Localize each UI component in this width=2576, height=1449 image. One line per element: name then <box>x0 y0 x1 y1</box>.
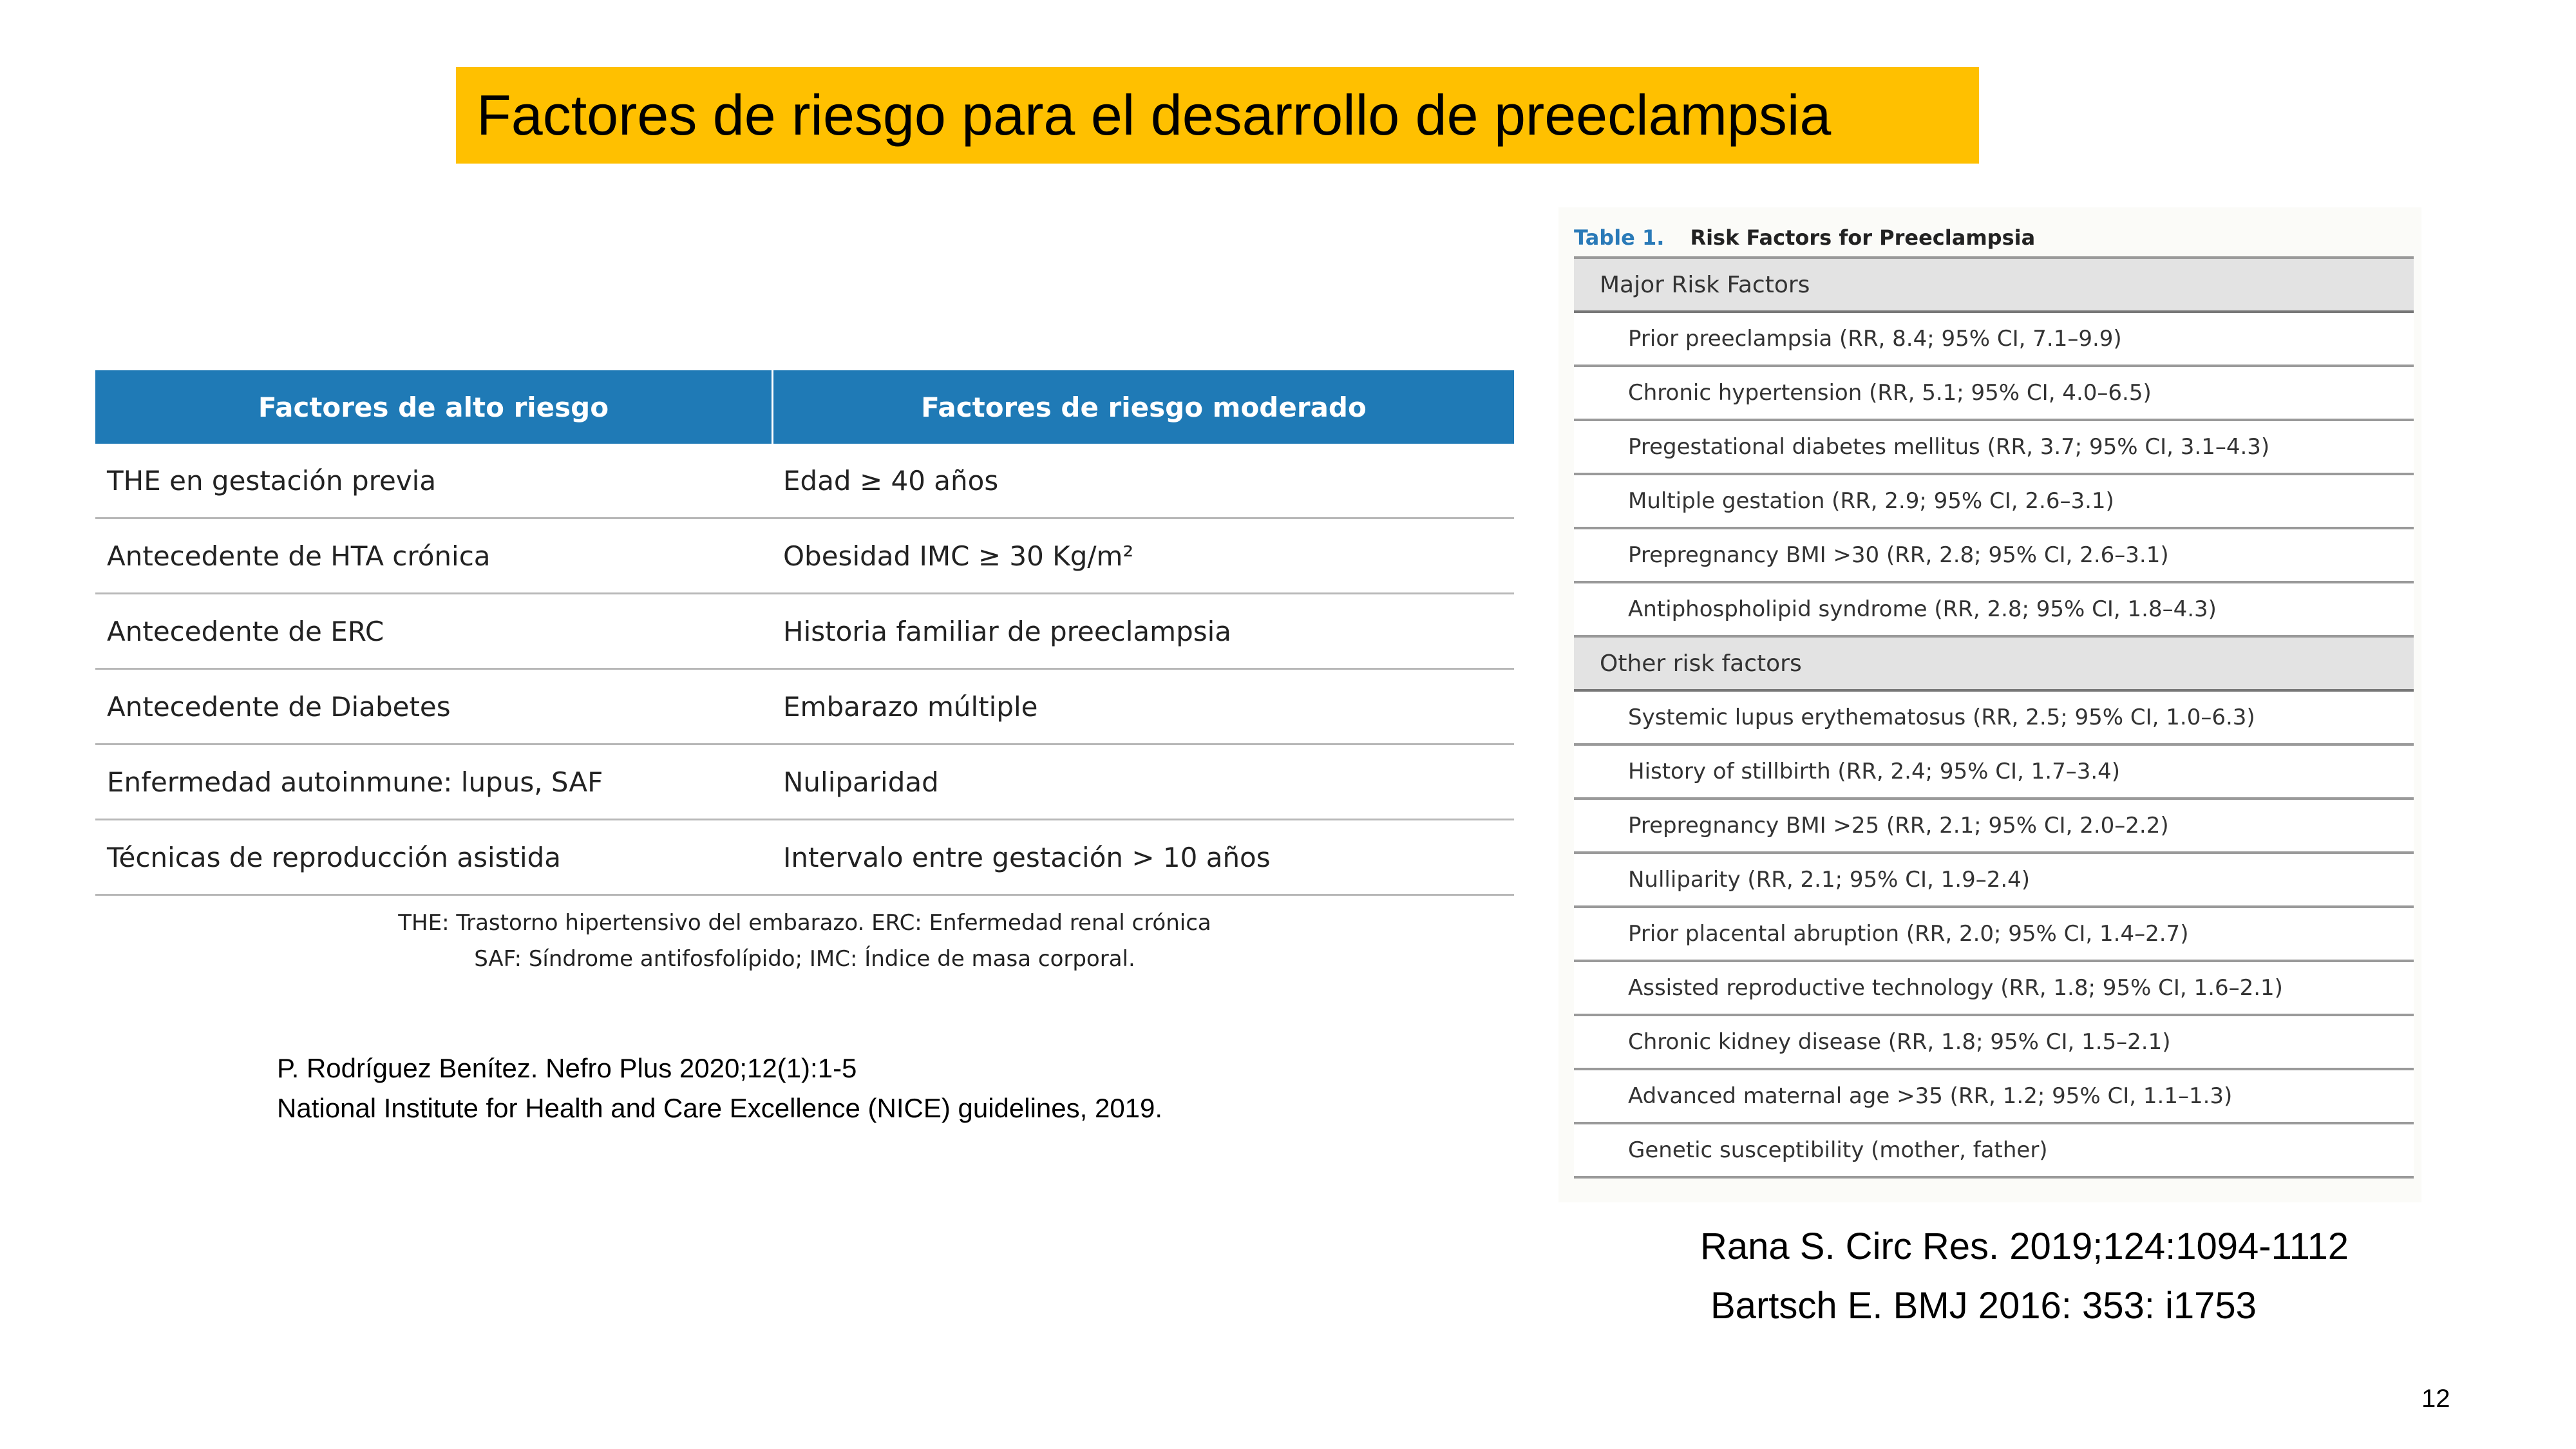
moderate-risk-cell: Intervalo entre gestación > 10 años <box>783 841 1271 873</box>
moderate-risk-cell: Edad ≥ 40 años <box>783 464 999 497</box>
moderate-risk-cell: Obesidad IMC ≥ 30 Kg/m² <box>783 540 1134 572</box>
table-row: Systemic lupus erythematosus (RR, 2.5; 95% CI, 1.0–6.3) <box>1574 692 2414 746</box>
moderate-risk-cell: Historia familiar de preeclampsia <box>783 615 1232 647</box>
page-number: 12 <box>2421 1385 2450 1413</box>
footnote-line: THE: Trastorno hipertensivo del embarazo. ERC: Enfermedad renal crónica <box>398 910 1211 936</box>
table-row: Genetic susceptibility (mother, father) <box>1574 1124 2414 1179</box>
table-row <box>95 519 1514 594</box>
table-row <box>95 670 1514 745</box>
table-row: Prior preeclampsia (RR, 8.4; 95% CI, 7.1–9.9) <box>1574 313 2414 367</box>
section-header-major: Major Risk Factors <box>1574 259 2414 313</box>
table-row <box>95 820 1514 896</box>
table-row <box>95 594 1514 670</box>
moderate-risk-cell: Embarazo múltiple <box>783 690 1038 723</box>
table-title: Risk Factors for Preeclampsia <box>1690 225 2036 250</box>
source-citation: National Institute for Health and Care Excellence (NICE) guidelines, 2019. <box>277 1093 1163 1123</box>
high-risk-cell: Antecedente de HTA crónica <box>107 540 491 572</box>
left-sources <box>277 1048 1162 1128</box>
section-header-other: Other risk factors <box>1574 638 2414 692</box>
table-row <box>95 745 1514 820</box>
table-row: Multiple gestation (RR, 2.9; 95% CI, 2.6–3.1) <box>1574 475 2414 529</box>
table-caption <box>1574 219 2414 259</box>
table-row: Chronic kidney disease (RR, 1.8; 95% CI, 1.5–2.1) <box>1574 1016 2414 1070</box>
high-risk-cell: Antecedente de Diabetes <box>107 690 451 723</box>
slide-title <box>456 67 1979 164</box>
slide-title-text: Factores de riesgo para el desarrollo de preeclampsia <box>477 83 1832 147</box>
table-row: Prepregnancy BMI >30 (RR, 2.8; 95% CI, 2.6–3.1) <box>1574 529 2414 583</box>
table-row: Prepregnancy BMI >25 (RR, 2.1; 95% CI, 2.0–2.2) <box>1574 800 2414 854</box>
high-risk-cell: Enfermedad autoinmune: lupus, SAF <box>107 766 603 798</box>
table-row: Advanced maternal age >35 (RR, 1.2; 95% CI, 1.1–1.3) <box>1574 1070 2414 1124</box>
table-row: Prior placental abruption (RR, 2.0; 95% CI, 1.4–2.7) <box>1574 908 2414 962</box>
risk-factors-table-es <box>95 370 1514 896</box>
source-citation: P. Rodríguez Benítez. Nefro Plus 2020;12(1):1-5 <box>277 1053 857 1083</box>
reference-citation: Rana S. Circ Res. 2019;124:1094-1112 <box>1700 1226 2349 1267</box>
high-risk-cell: Antecedente de ERC <box>107 615 384 647</box>
moderate-risk-cell: Nuliparidad <box>783 766 939 798</box>
table-row: Chronic hypertension (RR, 5.1; 95% CI, 4.0–6.5) <box>1574 367 2414 421</box>
table-row: Assisted reproductive technology (RR, 1.8; 95% CI, 1.6–2.1) <box>1574 962 2414 1016</box>
table-row: Antiphospholipid syndrome (RR, 2.8; 95% CI, 1.8–4.3) <box>1574 583 2414 638</box>
high-risk-cell: THE en gestación previa <box>107 464 437 497</box>
table-row: Pregestational diabetes mellitus (RR, 3.7; 95% CI, 3.1–4.3) <box>1574 421 2414 475</box>
risk-factors-table-en <box>1558 207 2421 1202</box>
table-row <box>95 444 1514 519</box>
table-footnotes <box>95 905 1514 977</box>
table-header <box>95 370 1514 444</box>
right-references <box>1700 1217 2349 1336</box>
table-row: Nulliparity (RR, 2.1; 95% CI, 1.9–2.4) <box>1574 854 2414 908</box>
reference-citation: Bartsch E. BMJ 2016: 353: i1753 <box>1710 1285 2257 1327</box>
table-row: History of stillbirth (RR, 2.4; 95% CI, 1.7–3.4) <box>1574 746 2414 800</box>
table-number: Table 1. <box>1574 225 1665 250</box>
high-risk-cell: Técnicas de reproducción asistida <box>107 841 562 873</box>
header-high-risk: Factores de alto riesgo <box>95 370 773 444</box>
footnote-line: SAF: Síndrome antifosfolípido; IMC: Índice de masa corporal. <box>474 946 1135 972</box>
header-moderate-risk: Factores de riesgo moderado <box>921 391 1367 423</box>
